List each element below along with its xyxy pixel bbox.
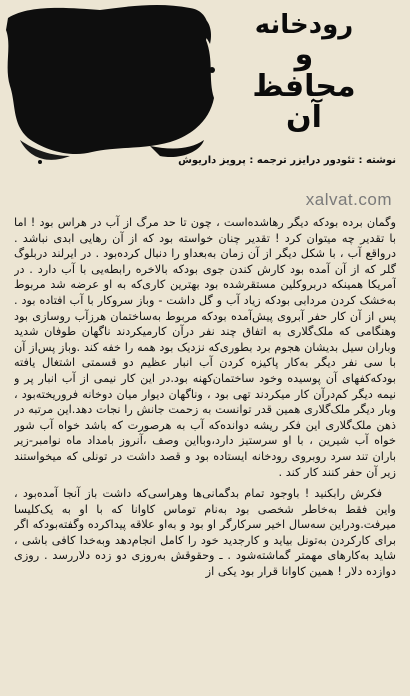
article-paragraph-2: فکرش رابکنید ! باوجود تمام بدگمانی‌ها وهراسی‌که داشت باز آنجا آمده‌بود ، واین فقط به‌خاطر شخصی بود به‌نام توماس کاوانا که با او به یک‌کلیسا میرفت.ودراین سه‌سال اخیر سرکارگر او بود و به‌او علاقه پیداکرده وگفته‌بودکه اگر برای کارکردن به‌تونل بیاید و کارجدید خود را کامل انجام‌دهد وبه‌خدا کافی باشی ، شاید به‌کارهای مهمتر گماشته‌شود . ـ وحقوقش به‌روزی دو زده دلاررسد . روزی دوازده دلار ! همین کاوانا قرار بود یکی از: [14, 487, 396, 579]
article-title: [214, 12, 394, 134]
title-line-3: محافظ: [252, 68, 356, 104]
author-translator-credit: نوشته : تئودور درایزر ترجمه : پرویز داریوش: [178, 155, 396, 166]
title-line-1: رودخانه: [254, 10, 354, 40]
title-line-2: و: [294, 37, 314, 73]
article-paragraph-1: وگمان برده بودکه دیگر رهاشده‌است ، چون تا حد مرگ از آب در هراس بود ! اما با تقدیر چه میتوان کرد ! تقدیر چنان خواسته بود که از آن رهایی ابدی نباشد . درواقع آب ، با شکل دیگر از آن زمان به‌بعداو را دنبال کرده‌بود . در ایرلند دربلوگ گلر که از آن آمده بود کارش کندن جوی بودکه بالاخره رابطه‌یی با آب دارد . در آمریکا همینکه دربروکلین مستقرشده بود بهترین کاری‌که به او عرضه شد مربوط به‌خشک کردن مردابی بودکه زیاد آب و گل داشت - وباز سروکار با آب افتاده بود . پس از آن کار حفر آبروی پیش‌آمده بودکه مربوط به‌ساختمان هرزآب روسازی بود وهنگامی که ملک‌گلاری به اتفاق چند نفر درآن کارمیکردند ناگهان طوفان شدید وباران سیل بدیشان هجوم برد بطوری‌که نزدیک بود همه را خفه کند .وباز پس‌از آن با سی نفر دیگر به‌کار پاکیزه کردن آب انبار عظیم دو قسمتی اشتغال یافته بودکه‌کفهای آن پوسیده وخود ساختمان‌کهنه بود.در این کار نیمی از آب انبار پر و نیمه دیگر کم‌درآن کار میکردند تهی بود ، وناگهان دیوار میان دوخانه فروریخته‌بود ، وبار دیگر ملک‌گلاری همین قدر توانست به زحمت جانش را نجات دهد.این مرتبه در ذهن ملک‌گلاری این فکر ریشه دوانده‌که آب به هرصورت که باشد خواه آب شور خواه آب شیرین ، با او سرستیز دارد،وبااین وصف ،آنروز بامداد ماه نوامبر-زیر باران تند سرد روبروی رودخانه ایستاده بود و قصد داشت در تونلی که میخواستند زیر آن حفر کنند کار کند .: [14, 216, 396, 479]
title-line-4: آن: [286, 100, 322, 136]
article-body: [14, 215, 396, 685]
site-watermark: xalvat.com: [305, 190, 392, 209]
